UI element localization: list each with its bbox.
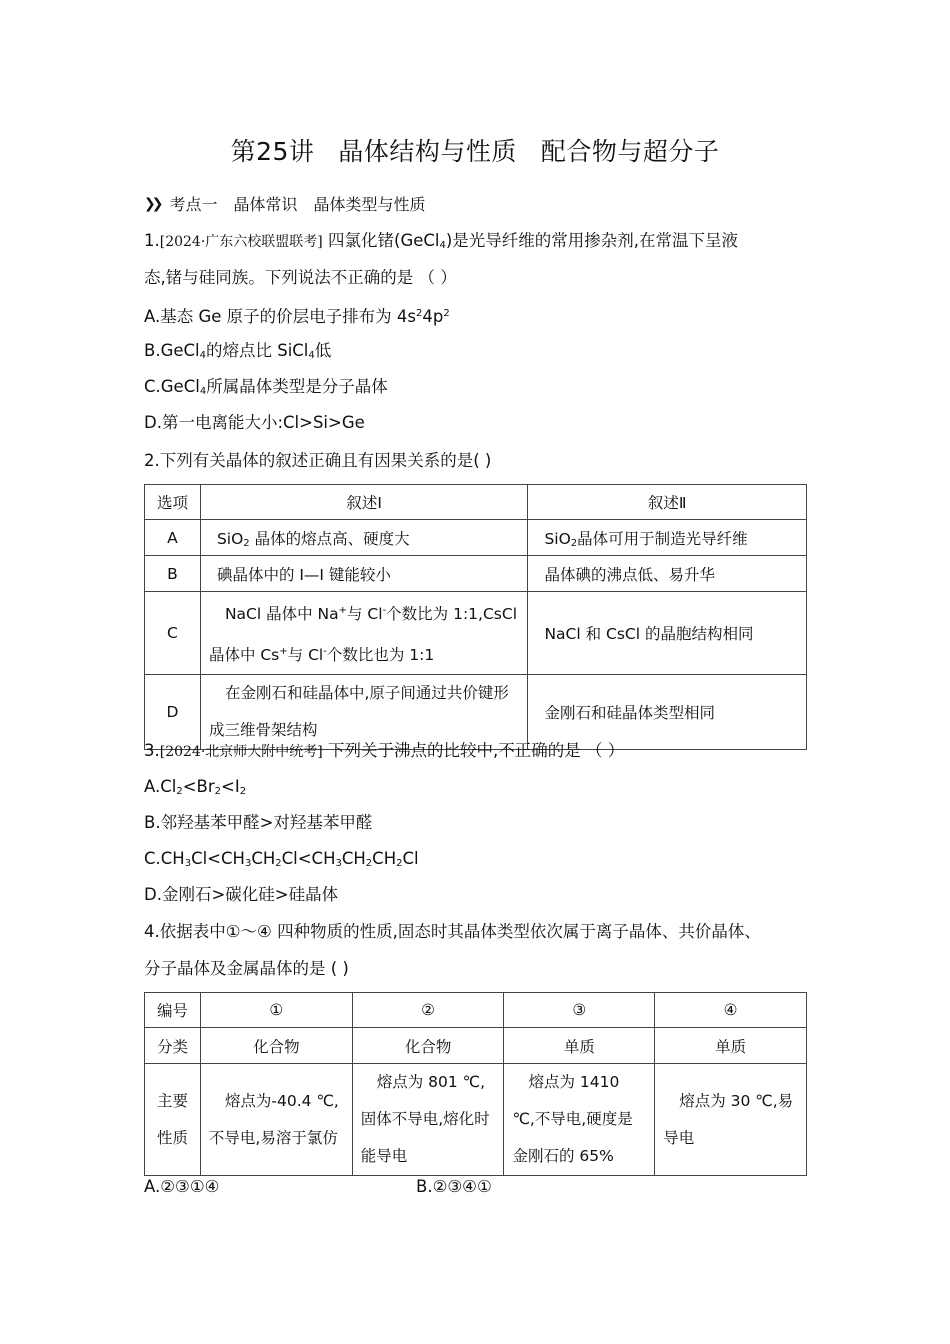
q4-option-b: B.②③④①: [416, 1177, 492, 1196]
table-row: 选项 叙述Ⅰ 叙述Ⅱ: [145, 485, 807, 520]
q3-option-b: B.邻羟基苯甲醛>对羟基苯甲醛: [144, 813, 373, 832]
table-row: 分类 化合物 化合物 单质 单质: [145, 1028, 807, 1064]
page-title: 第25讲 晶体结构与性质 配合物与超分子: [230, 137, 720, 166]
q1-option-c: C.GeCl$_4$所属晶体类型是分子晶体: [144, 377, 388, 397]
q4-option-a: A.②③①④: [144, 1177, 220, 1196]
q3-option-c: $C.CH_3Cl<CH_3CH_2Cl<CH_3CH_2CH_2Cl$: [144, 849, 419, 869]
q3-stem: 3.[2024·北京师大附中统考] 下列关于沸点的比较中,不正确的是 （ ）: [144, 741, 625, 760]
table-row: A SiO$_2$ 晶体的熔点高、硬度大 SiO$_2$晶体可用于制造光导纤维: [145, 520, 807, 556]
table-row: B 碘晶体中的 I—I 键能较小 晶体碘的沸点低、易升华: [145, 556, 807, 592]
q1-stem-line1: 1.[2024·广东六校联盟联考] 四氯化锗(GeCl$_4$)是光导纤维的常用掺杂剂,在常温下呈液: [144, 231, 739, 251]
q2-stem: 2.下列有关晶体的叙述正确且有因果关系的是( ): [144, 451, 492, 470]
table-row: 编号 ① ② ③ ④: [145, 993, 807, 1028]
q1-option-d: D.第一电离能大小:Cl>Si>Ge: [144, 413, 365, 432]
double-chevron-icon: ❯❯: [144, 195, 160, 212]
table-row: 主要 性质 熔点为-40.4 ℃, 不导电,易溶于氯仿 熔点为 801 ℃, 固体不导电,熔化时 能导电 熔点为 1410 ℃,不导电,硬度是 金刚石的 65% 熔点为 30 ℃,易 导电: [145, 1064, 807, 1176]
q4-table: [144, 992, 807, 1176]
q3-option-d: D.金刚石>碳化硅>硅晶体: [144, 885, 339, 904]
table-row: C NaCl 晶体中 Na+与 Cl-个数比为 1:1,CsCl 晶体中 Cs+与 Cl-个数比也为 1:1 NaCl 和 CsCl 的晶胞结构相同: [145, 592, 807, 675]
q2-table: [144, 484, 807, 750]
section-heading: ❯❯ 考点一 晶体常识 晶体类型与性质: [144, 195, 426, 214]
q1-option-a: A.基态 Ge 原子的价层电子排布为 $4s^24p^2$: [144, 307, 450, 326]
q4-stem-line1: 4.依据表中①～④ 四种物质的性质,固态时其晶体类型依次属于离子晶体、共价晶体、: [144, 922, 761, 941]
q1-option-b: B.GeCl$_4$的熔点比 SiCl$_4$低: [144, 341, 332, 361]
q3-option-a: $A.Cl_2<Br_2<I_2$: [144, 777, 247, 797]
table-row: D 在金刚石和硅晶体中,原子间通过共价键形 成三维骨架结构 金刚石和硅晶体类型相同: [145, 675, 807, 750]
q4-stem-line2: 分子晶体及金属晶体的是 ( ): [144, 959, 349, 978]
q1-stem-line2: 态,锗与硅同族。下列说法不正确的是 （ ）: [144, 268, 457, 287]
